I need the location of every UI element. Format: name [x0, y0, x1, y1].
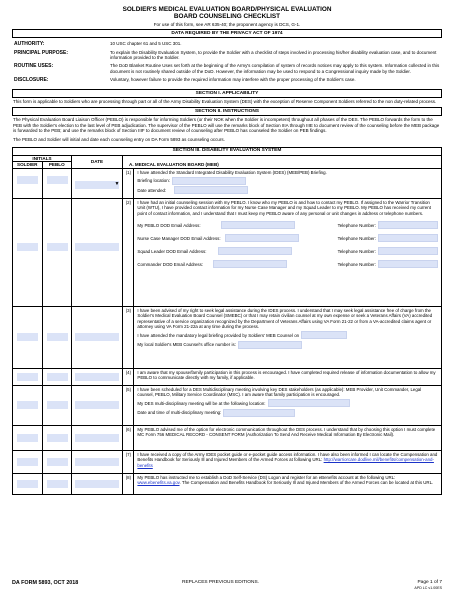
contact-line	[137, 247, 438, 255]
soldier-initials-field[interactable]	[17, 458, 38, 466]
item-number: (1)	[123, 169, 134, 198]
item-content	[134, 369, 441, 385]
peblo-initials-field[interactable]	[47, 373, 68, 381]
telephone-label: Telephone Number:	[337, 248, 376, 254]
item-text: I have been scheduled for a DES Multidisciplinary meeting involving key DES stakeholders (as applicable): MEB Provider, Unit Commander, Legal counsel, PEBLO, Military Service Coordinator (MSC). I am aware that family participation is encouraged.	[137, 386, 422, 398]
table-header	[13, 156, 441, 169]
soldier-initials-field[interactable]	[17, 480, 38, 488]
item-text: I have attended the Standard Integrated Disability Evaluation System (IDES) (MEB/PEB) Briefing.	[137, 169, 327, 175]
table-row	[13, 451, 441, 474]
nurse-email-label: Nurse Case Manager DOD Email Address:	[137, 235, 221, 241]
privacy-row-routine-uses	[12, 63, 442, 74]
telephone-label: Telephone Number:	[337, 222, 376, 228]
item-text	[137, 475, 438, 486]
nurse-email-field[interactable]	[225, 234, 299, 242]
instructions-paragraph-2: The PEBLO and Soldier will initial and date each counseling entry on DA Form 5893 as counseling occurs.	[13, 136, 225, 142]
commander-phone-field[interactable]	[378, 260, 438, 268]
table-row	[13, 386, 441, 426]
title-line-1: SOLDIER'S MEDICAL EVALUATION BOARD/PHYSICAL EVALUATION	[122, 6, 332, 13]
date-field[interactable]	[75, 243, 119, 251]
section-2-heading: SECTION II. INSTRUCTIONS	[12, 107, 442, 116]
item-content	[134, 451, 441, 473]
privacy-text: 10 USC chapter 61 and 5 USC 301.	[110, 40, 182, 46]
telephone-label: Telephone Number:	[337, 235, 376, 241]
privacy-label: AUTHORITY:	[14, 40, 45, 47]
date-field[interactable]	[75, 458, 119, 466]
squad-leader-email-field[interactable]	[218, 247, 292, 255]
peblo-initials-cell	[43, 386, 72, 425]
soldier-initials-field[interactable]	[17, 176, 38, 184]
soldier-initials-cell	[13, 386, 43, 425]
peblo-initials-field[interactable]	[47, 176, 68, 184]
date-cell	[72, 474, 123, 494]
soldier-initials-field[interactable]	[17, 434, 38, 442]
initials-label: INITIALS	[13, 156, 71, 163]
item-text: I am aware that my spouse/family participation in this process is encouraged. I have completed required release of information documentation to allow my PEBLO to communicate directly with my family, if applicable.	[137, 369, 436, 381]
peblo-email-field[interactable]	[221, 221, 295, 229]
item-number: (5)	[123, 386, 134, 425]
soldier-initials-cell	[13, 474, 43, 494]
form-number: DA FORM 5893, OCT 2018	[12, 580, 79, 586]
section-3-heading: SECTION III. DISABILITY EVALUATION SYSTEM	[12, 147, 442, 156]
soldier-initials-cell	[13, 199, 43, 306]
date-cell	[72, 386, 123, 425]
item-text-tail: . The Compensation and Benefits Handbook for Seriously Ill and Injured Members of the Armed Forces can be located at this URL.	[179, 480, 434, 486]
replaces-note: REPLACES PREVIOUS EDITIONS.	[182, 580, 260, 585]
soldier-initials-field[interactable]	[17, 243, 38, 251]
item-text: I have had an initial counseling session with my PEBLO. I know who my PEBLO is and how to contact my PEBLO. If assigned to the Warrior Transition Unit (WTU), I have provided contact information for my Nurse Case Manager and my Squad Leader to my PEBLO. My PEBLO has received my current point of contact information, and I understand that I must keep my PEBLO aware of any personal or unit changes in address or telephone numbers.	[137, 199, 431, 216]
soldier-initials-cell	[13, 307, 43, 368]
legal-briefing-label: I have attended the mandatory legal briefing provided by Soldiers' MEB Counsel on	[137, 332, 300, 338]
instructions-paragraph-1: The Physical Evaluation Board Liaison Officer (PEBLO) is responsible for informing Soldiers (or their NOK when the Soldier is incompetent) throughout all phases of the DES. The PEBLO forwards the form to the PEB with the Soldier's election to the last level of PEB adjudication. The supervisor of the PEBLO will use the remarks block of Section IIIA through IIIE to document review of the counseling before the MEB package is forwarded to the PEB; and use the remarks block of Section IIIF to document review of counseling after PEBLO has counseled the Soldier on PEB findings.	[13, 117, 440, 134]
date-field[interactable]	[75, 333, 119, 341]
peblo-column-label: PEBLO	[48, 162, 65, 168]
soldier-initials-cell	[13, 426, 43, 450]
item-content	[134, 169, 441, 198]
peblo-phone-field[interactable]	[378, 221, 438, 229]
date-field[interactable]	[75, 401, 119, 409]
item-content	[134, 307, 441, 368]
table-row	[13, 169, 441, 199]
date-cell	[72, 307, 123, 368]
mdm-location-field[interactable]	[268, 399, 350, 407]
item-text: I have been advised of my right to seek legal assistance during the IDES process. I understand that I may seek legal assistance free of charge from the Soldier's Medical Evaluation Board Counsel (SMEBC) or that I may retain civilian counsel at my own expense or seek a Veterans Affairs (VA) accredited representative of a service organization recognized by the Department of Veterans Affairs using VA Form 21-22 or from a VA-accredited claims agent or attorney using VA Form 21-22a at any time during the process.	[137, 307, 433, 330]
peblo-initials-cell	[43, 169, 72, 198]
privacy-text: Voluntary, however failure to provide the required information may interfere with the proper processing of the Soldier's case.	[110, 77, 356, 83]
date-attended-line	[137, 186, 438, 194]
form-subtitle: For use of this form, see AR 635-40; the proponent agency is DCS, G-1.	[153, 21, 301, 27]
smebc-office-field[interactable]	[238, 341, 302, 349]
squad-leader-phone-field[interactable]	[378, 247, 438, 255]
peblo-initials-cell	[43, 451, 72, 473]
briefing-location-label: Briefing location:	[137, 178, 170, 184]
date-cell	[72, 199, 123, 306]
item-number: (6)	[123, 426, 134, 450]
mdm-datetime-line	[137, 409, 438, 417]
commander-email-label: Commander DOD Email Address:	[137, 261, 204, 267]
peblo-initials-field[interactable]	[47, 333, 68, 341]
squad-leader-email-label: Squad Leader DOD Email Address:	[137, 248, 207, 254]
table-row	[13, 369, 441, 386]
soldier-initials-field[interactable]	[17, 373, 38, 381]
section-applicability	[12, 89, 442, 106]
peblo-initials-field[interactable]	[47, 480, 68, 488]
mdm-datetime-field[interactable]	[223, 409, 295, 417]
date-attended-field[interactable]	[174, 186, 248, 194]
ebenefits-link[interactable]: www.ebenefits.va.gov	[137, 480, 180, 486]
soldier-initials-cell	[13, 451, 43, 473]
smebc-office-label: My local Soldier's MEB Counsel's office number is:	[137, 342, 236, 348]
privacy-heading: DATA REQUIRED BY THE PRIVACY ACT OF 1974	[12, 29, 442, 38]
table-row	[13, 307, 441, 369]
table-row	[13, 426, 441, 451]
briefing-location-line	[137, 177, 438, 185]
privacy-row-disclosure	[12, 77, 442, 83]
mdm-datetime-label: Date and time of multi-disciplinary meeting:	[137, 410, 222, 416]
peblo-initials-cell	[43, 369, 72, 385]
commander-email-field[interactable]	[213, 260, 287, 268]
item-content	[134, 426, 441, 450]
peblo-initials-field[interactable]	[47, 458, 68, 466]
privacy-text: The DoD Blanket Routine Uses set forth at the beginning of the Army's compilation of system of records notices may apply to this system. Information collected in this document is not routinely shared outside of the DoD. However, the information may be used to respond to a Congressional inquiry made by the Soldier.	[110, 63, 440, 75]
date-field[interactable]	[75, 373, 119, 381]
item-number: (8)	[123, 474, 134, 494]
peblo-initials-field[interactable]	[47, 401, 68, 409]
section-2-body	[12, 116, 442, 147]
smebc-office-line	[137, 341, 438, 349]
date-field[interactable]	[75, 434, 119, 442]
privacy-row-purpose	[12, 50, 442, 61]
soldier-initials-field[interactable]	[17, 401, 38, 409]
date-field[interactable]	[75, 181, 119, 189]
date-attended-label: Date attended:	[137, 187, 167, 193]
item-content	[134, 474, 441, 494]
form-title	[12, 6, 442, 21]
soldier-column-label: SOLDIER	[13, 162, 43, 168]
briefing-location-field[interactable]	[172, 177, 246, 185]
section-1-text: This form is applicable to Soldiers who are processing through part or all of the Army Disability Evaluation System (DES) with the exception of Reserve Component Soldiers referred to the non duty-related process.	[13, 99, 437, 105]
compensation-handbook-link[interactable]: http://warriorcare.dodlive.mil/benefits/compensation-and-benefits	[137, 457, 434, 468]
page-number: Page 1 of 7	[417, 580, 442, 585]
item-text-body: I have received a copy of the Army IDES pocket guide or e-pocket guide access information. I have also been informed I can locate the Compensation and Benefits Handbook for Seriously Ill and Injured Members of the Armed Forces at following URL:	[137, 451, 438, 463]
privacy-label: DISCLOSURE:	[14, 77, 49, 84]
date-cell	[72, 451, 123, 473]
item-text	[137, 452, 438, 469]
contact-line	[137, 234, 438, 242]
item-content	[134, 199, 441, 306]
privacy-act-block	[12, 29, 442, 83]
des-checklist-table	[12, 156, 442, 495]
privacy-label: PRINCIPAL PURPOSE:	[14, 49, 68, 56]
contact-line	[137, 260, 438, 268]
form-page	[12, 6, 442, 495]
nurse-phone-field[interactable]	[378, 234, 438, 242]
table-row	[13, 474, 441, 494]
apd-version: APD LC v1.00ES	[414, 586, 442, 590]
item-number: (4)	[123, 369, 134, 385]
telephone-label: Telephone Number:	[337, 261, 376, 267]
date-column-label: DATE	[72, 156, 123, 168]
peblo-initials-cell	[43, 426, 72, 450]
date-cell	[72, 169, 123, 198]
privacy-label: ROUTINE USES:	[14, 63, 54, 70]
initials-header	[13, 156, 72, 168]
date-cell	[72, 369, 123, 385]
peblo-initials-field[interactable]	[47, 243, 68, 251]
peblo-initials-cell	[43, 474, 72, 494]
date-cell	[72, 426, 123, 450]
item-number: (3)	[123, 307, 134, 368]
table-row	[13, 199, 441, 307]
item-number: (7)	[123, 451, 134, 473]
peblo-initials-cell	[43, 307, 72, 368]
soldier-initials-cell	[13, 369, 43, 385]
legal-briefing-line	[137, 331, 438, 339]
legal-briefing-date-field[interactable]	[301, 331, 347, 339]
item-text-body: My PEBLO has instructed me to establish a DoD Self-Service (DS) Logon and register for an eBenefits account at the following URL:	[137, 474, 396, 480]
title-line-2: BOARD COUNSELING CHECKLIST	[173, 13, 281, 21]
item-text: My PEBLO advised me of the option for electronic communication throughout the DES process. I understand that by choosing this option I must complete MC Form 756 MEDICAL RECORD - CONSENT FORM (Authorization To Send And Receive Medical Information By Electronic Mail).	[137, 426, 436, 438]
privacy-text: To explain the Disability Evaluation System, to provide the Soldier with a checklist of steps involved in processing his/her disability evaluation case, and to document information provided to the Soldier.	[110, 49, 437, 61]
section-1-heading: SECTION I. APPLICABILITY	[12, 89, 442, 98]
soldier-initials-cell	[13, 169, 43, 198]
section-instructions	[12, 107, 442, 146]
peblo-email-label: My PEBLO DOD Email Address:	[137, 222, 201, 228]
contact-line	[137, 221, 438, 229]
item-number: (2)	[123, 199, 134, 306]
privacy-row-authority	[12, 41, 442, 47]
mdm-location-label: My DES multi-disciplinary meeting will be at the following location:	[137, 400, 266, 406]
mdm-location-line	[137, 399, 438, 407]
part-a-heading: A. MEDICAL EVALUATION BOARD (MEB)	[129, 162, 219, 168]
chevron-down-icon[interactable]: ▼	[114, 180, 120, 187]
peblo-initials-cell	[43, 199, 72, 306]
peblo-initials-field[interactable]	[47, 434, 68, 442]
date-field[interactable]	[75, 480, 119, 488]
item-content	[134, 386, 441, 425]
soldier-initials-field[interactable]	[17, 333, 38, 341]
